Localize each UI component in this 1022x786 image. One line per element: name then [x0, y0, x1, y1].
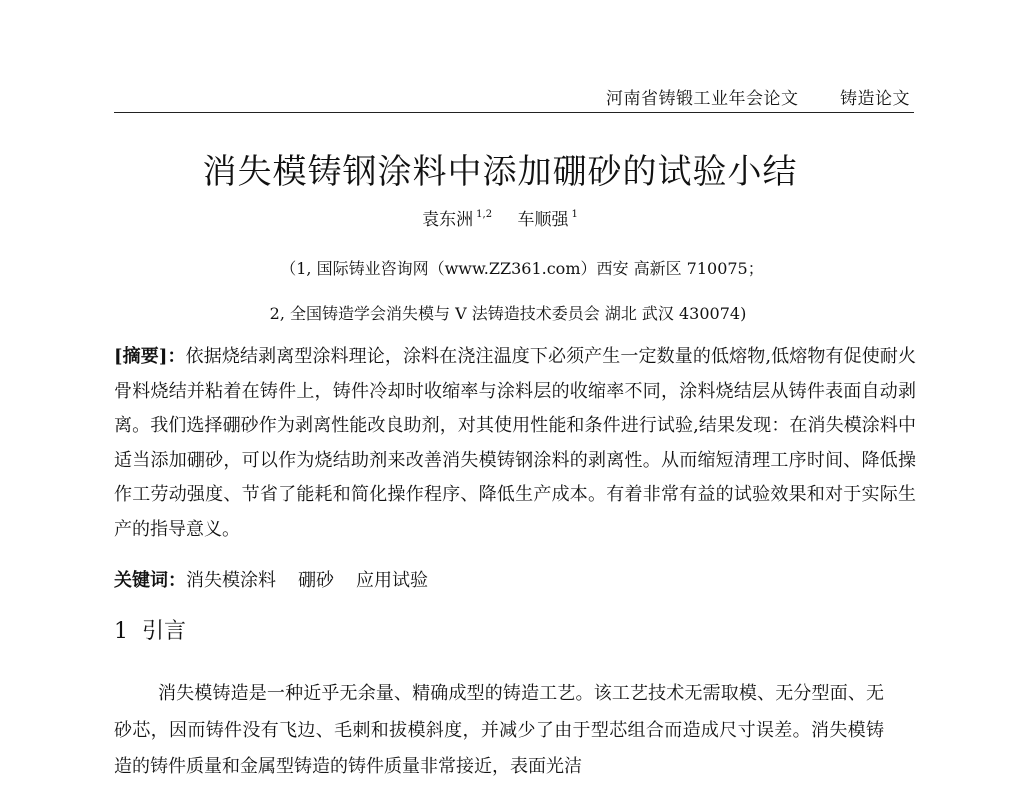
- paper-title: 消失模铸钢涂料中添加硼砂的试验小结: [202, 152, 798, 192]
- header-rule: [114, 112, 914, 113]
- abstract-label: [摘要]：: [114, 346, 186, 367]
- body-paragraph: 消失模铸造是一种近乎无余量、精确成型的铸造工艺。该工艺技术无需取模、无分型面、无砂芯，因而铸件没有飞边、毛刺和拔模斜度，并减少了由于型芯组合而造成尺寸误差。消失模铸造的铸件质量和金属型铸造的铸件质量非常接近，表面光洁: [114, 683, 884, 777]
- author: [517, 210, 577, 230]
- abstract: [114, 340, 916, 547]
- author-name: 袁东洲: [422, 210, 474, 230]
- keyword: 应用试验: [356, 570, 428, 591]
- author: [422, 210, 492, 230]
- author-list: [0, 205, 1000, 230]
- section-heading: [114, 614, 186, 645]
- author-name: 车顺强: [517, 210, 569, 230]
- header-venue: 河南省铸锻工业年会论文: [606, 89, 799, 109]
- affiliation-2: 2, 全国铸造学会消失模与 V 法铸造技术委员会 湖北 武汉 430074): [269, 304, 747, 323]
- author-affiliation-mark: 1,2: [476, 209, 493, 220]
- running-header: [600, 84, 920, 108]
- keywords-label: 关键词：: [114, 570, 186, 591]
- affiliation-1: （1, 国际铸业咨询网（www.ZZ361.com）西安 高新区 710075；: [280, 259, 764, 278]
- section-number: 1: [114, 619, 128, 644]
- keyword: 消失模涂料: [186, 570, 276, 591]
- abstract-text: 依据烧结剥离型涂料理论，涂料在浇注温度下必须产生一定数量的低熔物,低熔物有促使耐火骨料烧结并粘着在铸件上，铸件冷却时收缩率与涂料层的收缩率不同，涂料烧结层从铸件表面自动剥离。我们选择硼砂作为剥离性能改良助剂，对其使用性能和条件进行试验,结果发现：在消失模涂料中适当添加硼砂，可以作为烧结助剂来改善消失模铸钢涂料的剥离性。从而缩短清理工序时间、降低操作工劳动强度、节省了能耗和简化操作程序、降低生产成本。有着非常有益的试验效果和对于实际生产的指导意义。: [114, 346, 916, 540]
- section-title: 引言: [142, 619, 187, 644]
- header-section: 铸造论文: [840, 89, 910, 109]
- keyword: 硼砂: [298, 570, 334, 591]
- author-affiliation-mark: 1: [571, 209, 578, 220]
- keywords: [114, 566, 916, 592]
